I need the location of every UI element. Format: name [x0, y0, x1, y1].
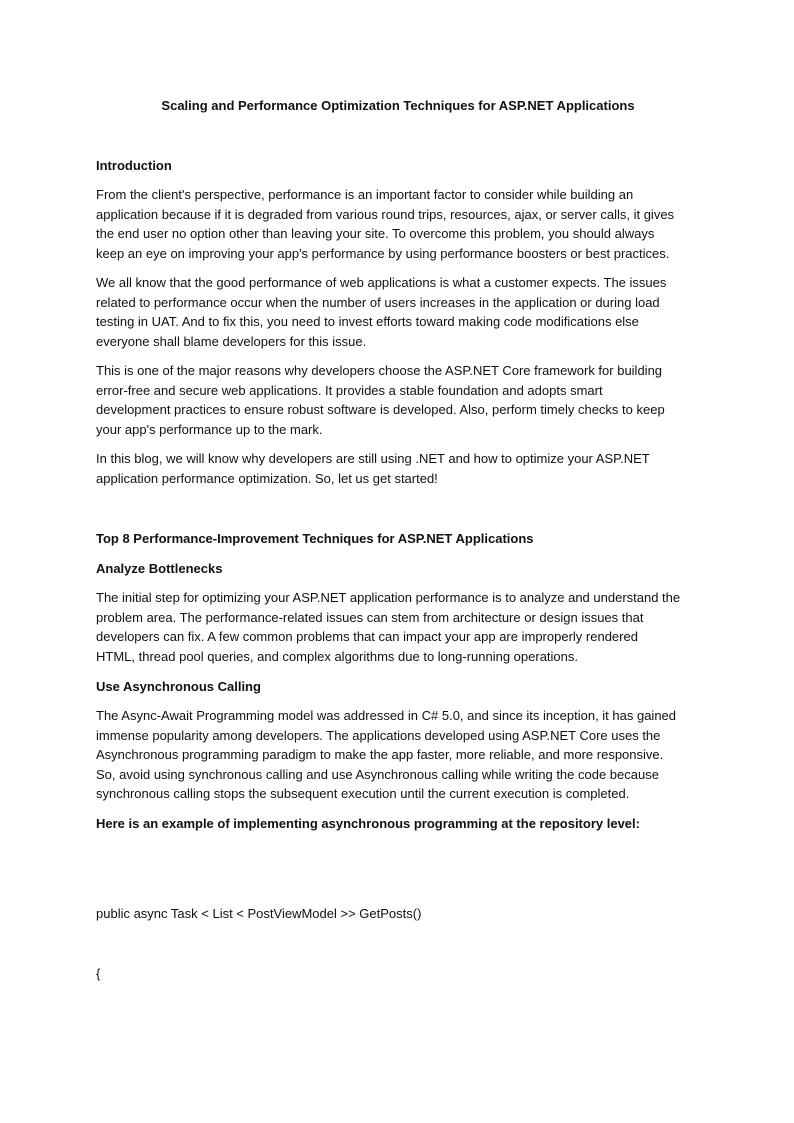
intro-paragraph-4: [96, 449, 700, 488]
text-line: Asynchronous programming paradigm to make the app faster, more reliable, and more responsive.: [96, 747, 664, 762]
text-line: From the client's perspective, performance is an important factor to consider while building an: [96, 187, 634, 202]
text-line: In this blog, we will know why developers are still using .NET and how to optimize your ASP.NET: [96, 451, 650, 466]
intro-paragraph-3: [96, 361, 700, 439]
text-line: your app's performance up to the mark.: [96, 421, 323, 437]
code-line-signature: public async Task < List < PostViewModel >> GetPosts(): [96, 906, 422, 921]
async-paragraph: [96, 706, 700, 804]
text-line: related to performance occur when the number of users increases in the application or during load: [96, 294, 660, 310]
text-line: application performance optimization. So, let us get started!: [96, 470, 438, 486]
text-line: HTML, thread pool queries, and complex algorithms due to long-running operations.: [96, 648, 578, 664]
bottlenecks-heading: Analyze Bottlenecks: [96, 561, 223, 576]
text-line: immense popularity among developers. The applications developed using ASP.NET Core uses the: [96, 727, 661, 743]
text-line: problem area. The performance-related issues can stem from architecture or design issues that: [96, 609, 644, 625]
text-line: synchronous calling stops the subsequent execution until the current execution is completed.: [96, 786, 630, 801]
example-heading: Here is an example of implementing asynchronous programming at the repository level:: [96, 816, 640, 831]
text-line: the end user no option other than leaving your site. To overcome this problem, you should always: [96, 226, 655, 241]
async-heading: Use Asynchronous Calling: [96, 679, 261, 694]
text-line: This is one of the major reasons why developers choose the ASP.NET Core framework for building: [96, 363, 663, 378]
document-page: [96, 0, 700, 1123]
text-line: We all know that the good performance of web applications is what a customer expects. The issues: [96, 275, 667, 290]
techniques-heading: Top 8 Performance-Improvement Techniques for ASP.NET Applications: [96, 531, 534, 546]
text-line: The Async-Await Programming model was addressed in C# 5.0, and since its inception, it has gained: [96, 708, 677, 723]
text-line: application because if it is degraded from various round trips, resources, ajax, or server calls, it gives: [96, 206, 675, 222]
intro-paragraph-2: [96, 273, 700, 351]
bottlenecks-paragraph: [96, 588, 700, 666]
text-line: development practices to ensure robust software is developed. Also, perform timely checks to keep: [96, 402, 665, 417]
code-line-open-brace: {: [96, 966, 101, 981]
text-line: keep an eye on improving your app's performance by using performance boosters or best practices.: [96, 245, 670, 261]
text-line: error-free and secure web applications. It provides a stable foundation and adopts smart: [96, 382, 603, 398]
text-line: The initial step for optimizing your ASP.NET application performance is to analyze and understand the: [96, 590, 681, 605]
text-line: testing in UAT. And to fix this, you need to invest efforts toward making code modifications else: [96, 314, 639, 329]
text-line: developers can fix. A few common problems that can impact your app are improperly rendered: [96, 629, 638, 644]
text-line: everyone shall blame developers for this issue.: [96, 333, 367, 349]
document-title: Scaling and Performance Optimization Techniques for ASP.NET Applications: [161, 98, 635, 113]
introduction-heading: Introduction: [96, 158, 172, 173]
intro-paragraph-1: [96, 185, 700, 263]
text-line: So, avoid using synchronous calling and use Asynchronous calling while writing the code because: [96, 766, 659, 782]
